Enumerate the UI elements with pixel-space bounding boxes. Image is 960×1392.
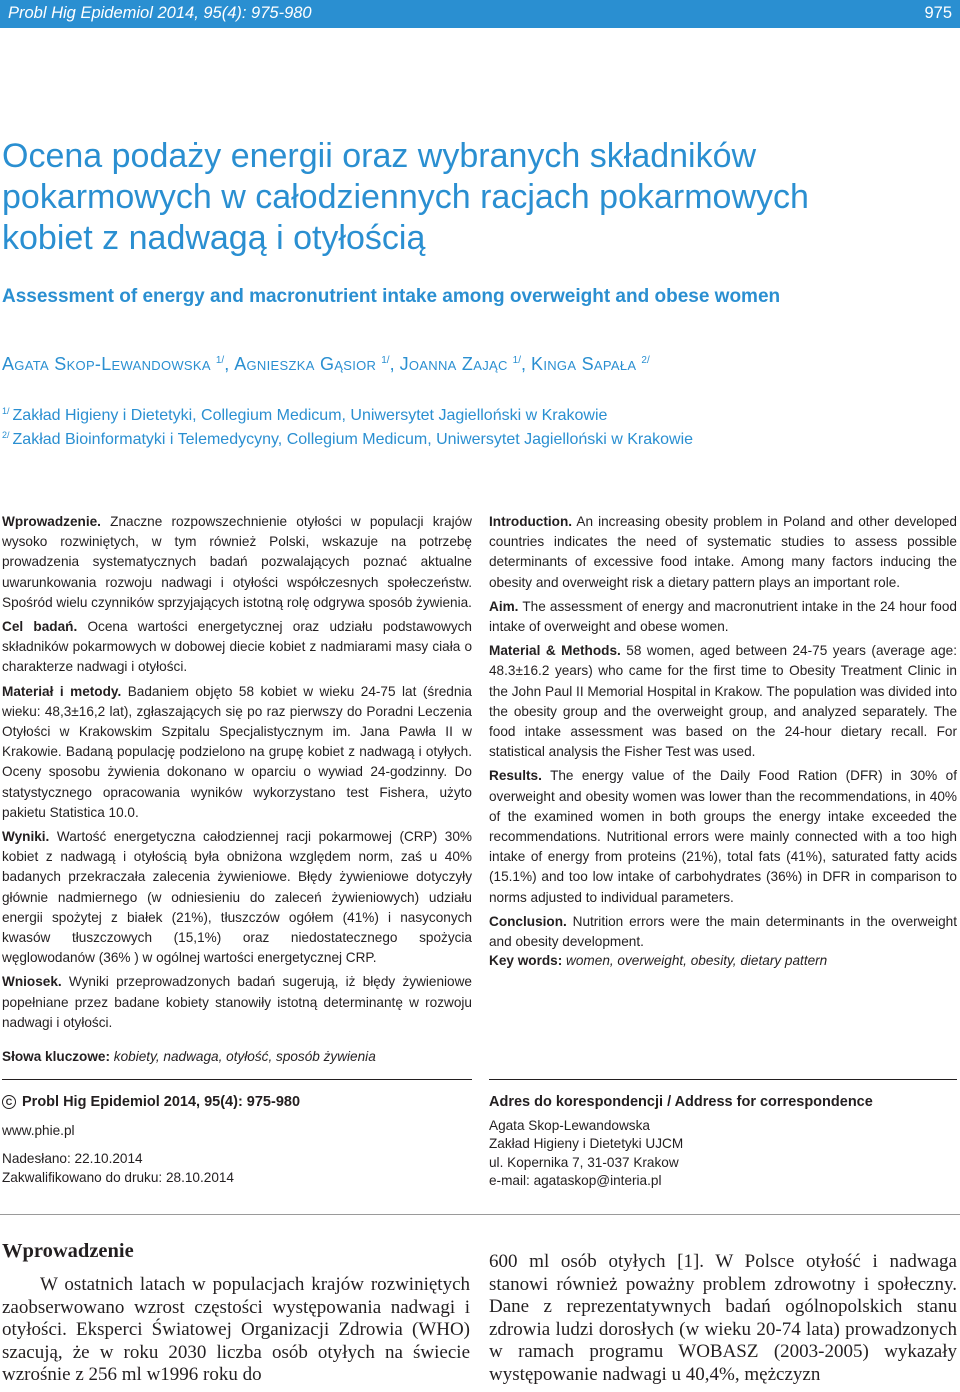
journal-citation: Probl Hig Epidemiol 2014, 95(4): 975-980 <box>8 4 312 22</box>
divider <box>2 1079 472 1080</box>
author-name: Joanna Zając <box>399 354 508 374</box>
abstract-paragraph: Wprowadzenie. Znaczne rozpowszechnienie otyłości w populacji krajów wysoko rozwiniętych, w tym również Polski, wskazuje na potrzebę prowadzenia systematycznych badań pozwalających poznać aktualne uwarunkowania rozwoju nadwagi i otyłości współczesnych społeczeństw. Spośród wielu czynników sprzyjających istotną rolę odgrywa sposób żywienia. <box>2 514 472 610</box>
title-block <box>2 136 942 307</box>
abstract-paragraph: Cel badań. Ocena wartości energetycznej oraz udziału podstawowych składników pokarmowych w dobowej diecie kobiet z nadmiarami masy ciała o charakterze nadwagi i otyłości. <box>2 619 472 675</box>
keywords-polish: Słowa kluczowe: kobiety, nadwaga, otyłość, sposób żywienia <box>2 1049 376 1064</box>
body-column-1: W ostatnich latach w populacjach krajów rozwiniętych zaobserwowano wzrost częstości występowania nadwagi i otyłości. Eksperci Światowej Organizacji Zdrowia (WHO) szacują, że w roku 2030 liczba osób otyłych na świecie wzrośnie z 256 ml w1996 roku do <box>2 1274 470 1385</box>
body-column-2: 600 ml osób otyłych [1]. W Polsce otyłość i nadwaga stanowi również poważny problem zdrowotny i społeczny. Dane z reprezentatywnych badań ogólnopolskich stanu zdrowia ludzi dorosłych (w wieku 20-74 lata) prowadzonych w ramach programu WOBASZ (2003-2005) wykazały występowanie nadwagi u 40,4%, mężczyzn <box>489 1251 957 1385</box>
abstract-paragraph: Results. The energy value of the Daily Food Ration (DFR) in 30% of overweight and obesity women was lower than the recommendations, in 40% of the examined women in both groups the energy intake exceeded the recommendations. Nutritional errors were mainly connected with a too high intake of energy from proteins (21%), total fats (41%), saturated fatty acids (15.1%) and too low intake of carbohydrates (36%) in DFR in comparison to norms adjusted to individual parameters. <box>489 768 957 905</box>
abstract-paragraph: Conclusion. Nutrition errors were the main determinants in the overweight and obesity development. <box>489 913 957 950</box>
correspondence-info: Adres do korespondencji / Address for correspondence Agata Skop-Lewandowska Zakład Higieny i Dietetyki UJCM ul. Kopernika 7, 31-037 Krakow e-mail: agataskop@interia.pl <box>489 1094 873 1188</box>
keywords-english: Key words: women, overweight, obesity, dietary pattern <box>489 953 828 968</box>
abstract-polish <box>2 512 472 1037</box>
abstract-paragraph: Introduction. An increasing obesity problem in Poland and other developed countries indicates the need of systematic studies to assess possible determinants of excessive food intake. Among many factors inducing the obesity and overweight risk a dietary pattern plays an important role. <box>489 514 957 590</box>
email-link[interactable]: e-mail: agataskop@interia.pl <box>489 1173 662 1188</box>
abstract-paragraph: Material & Methods. 58 women, aged between 24-75 years (average age: 48.3±16.2 years) who came for the first time to Obesity Treatment Clinic in the John Paul II Memorial Hospital in Krakow. The population was divided into the obesity group and the overweight group, and analyzed separately. The food intake assessment was based on the 24-hour dietary recall. For statistical analysis the Fisher Test was used. <box>489 643 958 760</box>
author-list: Agata Skop-Lewandowska $^{1/}$, Agnieszka Gąsior $^{1/}$, Joanna Zając $^{1/}$, Kinga Sapała $^{2/}$ <box>2 354 650 374</box>
citation-info: C Probl Hig Epidemiol 2014, 95(4): 975-980 www.phie.pl Nadesłano: 22.10.2014 Zakwalifikowano do druku: 28.10.2014 <box>2 1094 301 1185</box>
copyright-icon: C <box>2 1095 16 1109</box>
section-heading: Wprowadzenie <box>2 1240 134 1262</box>
author-name: Agata Skop-Lewandowska <box>2 354 211 374</box>
abstract-paragraph: Wyniki. Wartość energetyczna całodziennej racji pokarmowej (CRP) 30% kobiet z nadwagą i otyłością była obniżona względem norm, zaś u 40% badanych przekraczała zalecenia żywieniowe. Błędy żywieniowe dotyczyły głównie nadmiernego (w odniesieniu do zaleceń żywieniowych) udziału energii spożytej z białek (21%), tłuszczów ogółem (41%) i nasyconych kwasów tłuszczowych (15,1%) oraz niedostatecznego spożycia węglowodanów (36% ) w ogólnej wartości energetycznej CRP. <box>2 829 472 966</box>
title-polish: Ocena podaży energii oraz wybranych składników pokarmowych w całodziennych racjach pokarmowych kobiet z nadwagą i otyłością <box>2 137 809 257</box>
abstract-paragraph: Wniosek. Wyniki przeprowadzonych badań sugerują, iż błędy żywieniowe popełniane przez badane kobiety stanowiły istotną determinantę w rozwoju nadwagi i otyłości. <box>2 974 472 1030</box>
journal-url[interactable]: www.phie.pl <box>2 1122 75 1138</box>
running-header <box>0 0 960 28</box>
author-name: Kinga Sapała <box>531 354 637 374</box>
page-number: 975 <box>924 4 952 22</box>
affiliation: $^{2/}$ Zakład Bioinformatyki i Telemedycyny, Collegium Medicum, Uniwersytet Jagielloński w Krakowie <box>2 430 694 448</box>
divider <box>0 1214 960 1215</box>
abstract-paragraph: Aim. The assessment of energy and macronutrient intake in the 24 hour food intake of overweight and obese women. <box>489 598 957 635</box>
title-english: Assessment of energy and macronutrient intake among overweight and obese women <box>2 286 781 307</box>
divider <box>489 1079 957 1080</box>
affiliation: $^{1/}$ Zakład Higieny i Dietetyki, Collegium Medicum, Uniwersytet Jagielloński w Krakowie <box>2 406 608 424</box>
abstract-english <box>489 512 957 956</box>
author-name: Agnieszka Gąsior <box>234 354 377 374</box>
abstract-paragraph: Materiał i metody. Badaniem objęto 58 kobiet w wieku 24-75 lat (średnia wieku: 48,3±16,2 lat), zgłaszających się po raz pierwszy do Poradni Leczenia Otyłości w Krakowskim Szpitalu Specjalistycznym im. Jana Pawła II w Krakowie. Badaną populację podzielono na grupę kobiet z nadwagą i otyłych. Oceny sposobu żywienia dokonano w oparciu o wywiad 24-godzinny. Do statystycznego opracowania wyników wykorzystano test Fishera, użyto pakietu Statistica 10.0. <box>2 683 472 820</box>
